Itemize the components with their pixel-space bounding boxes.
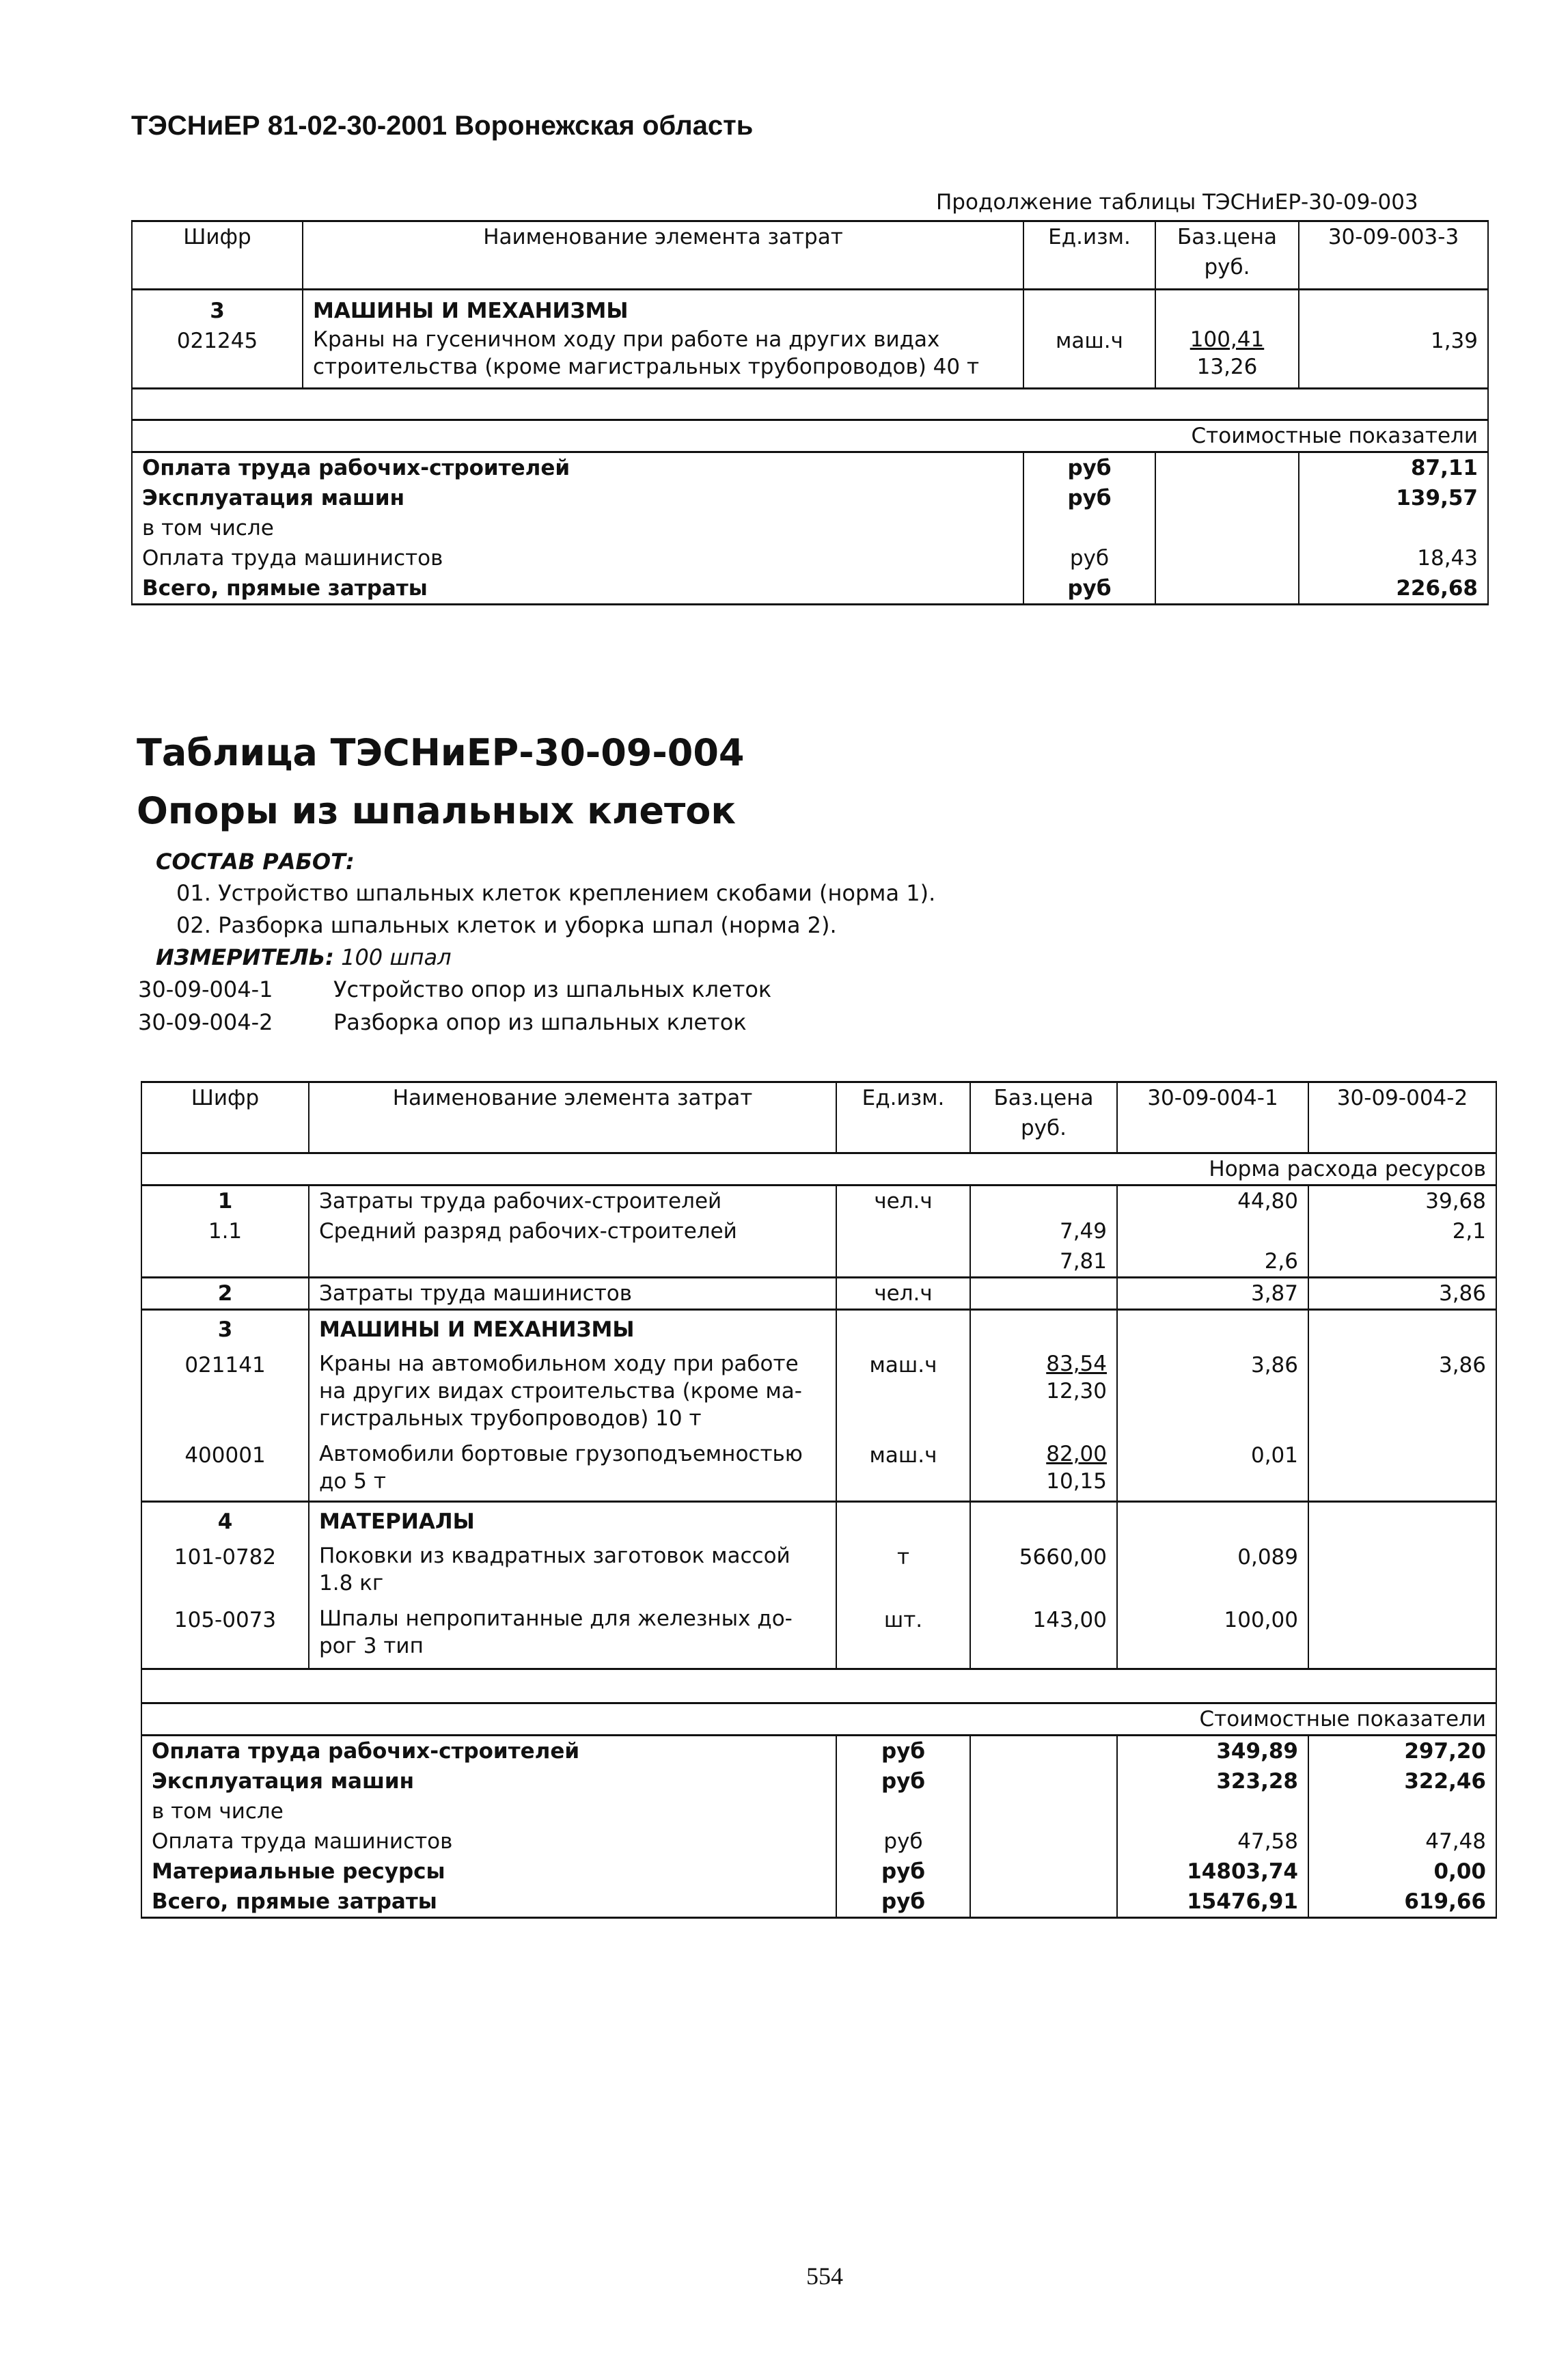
row-unit: шт. xyxy=(836,1605,970,1669)
table-row xyxy=(141,1537,1496,1605)
row-name: Затраты труда машинистов xyxy=(309,1278,836,1310)
section-number: 3 xyxy=(141,1310,309,1345)
row-price: 83,54 12,30 xyxy=(970,1345,1117,1440)
table-row xyxy=(141,1796,1496,1826)
table2-norm-header-row xyxy=(141,1153,1496,1186)
cost-v1: 349,89 xyxy=(1117,1736,1308,1767)
table2-cost-header-row xyxy=(141,1703,1496,1736)
row-price: 7,81 xyxy=(970,1246,1117,1278)
resource-price: 100,41 13,26 xyxy=(1155,326,1299,389)
cost-value xyxy=(1299,513,1488,543)
cost-value: 87,11 xyxy=(1299,452,1488,484)
table1-cost-header-row xyxy=(132,420,1488,452)
cost-v2: 297,20 xyxy=(1308,1736,1496,1767)
row-unit: маш.ч xyxy=(836,1440,970,1502)
row-price: 82,00 10,15 xyxy=(970,1440,1117,1502)
document-header: ТЭСНиЕР 81-02-30-2001 Воронежская область xyxy=(131,111,754,141)
cost-v1: 14803,74 xyxy=(1117,1857,1308,1887)
cost-label: Материальные ресурсы xyxy=(141,1857,836,1887)
cost-unit: руб xyxy=(836,1887,970,1918)
row-code: 1.1 xyxy=(141,1216,309,1246)
table-row xyxy=(141,1345,1496,1440)
col-unit-header: Ед.изм. xyxy=(1023,221,1155,290)
cost-v2: 619,66 xyxy=(1308,1887,1496,1918)
cost-value: 226,68 xyxy=(1299,573,1488,605)
row-v1: 3,86 xyxy=(1117,1345,1308,1440)
table-row xyxy=(141,1440,1496,1502)
works-label: СОСТАВ РАБОТ: xyxy=(156,849,355,875)
table-row xyxy=(141,1186,1496,1217)
row-v1: 2,6 xyxy=(1117,1246,1308,1278)
row-name: Шпалы непропитанные для железных до- рог 3 тип xyxy=(309,1605,836,1669)
row-code: 101-0782 xyxy=(141,1537,309,1605)
cost-unit: руб xyxy=(1023,573,1155,605)
row-v1: 44,80 xyxy=(1117,1186,1308,1217)
row-name: Затраты труда рабочих-строителей xyxy=(309,1186,836,1217)
cost-label: Оплата труда машинистов xyxy=(141,1826,836,1857)
row-code: 400001 xyxy=(141,1440,309,1502)
resource-unit: маш.ч xyxy=(1023,326,1155,389)
cost-unit: руб xyxy=(836,1766,970,1796)
col-unit-header: Ед.изм. xyxy=(836,1082,970,1153)
table-row xyxy=(132,483,1488,513)
cost-unit: руб xyxy=(1023,543,1155,573)
section-title: МАШИНЫ И МЕХАНИЗМЫ xyxy=(303,290,1023,327)
table-row xyxy=(132,452,1488,484)
table-row xyxy=(141,1766,1496,1796)
row-v2: 3,86 xyxy=(1308,1278,1496,1310)
norm-text: Устройство опор из шпальных клеток xyxy=(333,976,772,1002)
resource-value: 1,39 xyxy=(1299,326,1488,389)
row-price: 5660,00 xyxy=(970,1537,1117,1605)
cost-v1: 323,28 xyxy=(1117,1766,1308,1796)
col-norm1-header: 30-09-004-1 xyxy=(1117,1082,1308,1153)
table-row xyxy=(141,1826,1496,1857)
row-unit: т xyxy=(836,1537,970,1605)
table1-continuation-caption: Продолжение таблицы ТЭСНиЕР-30-09-003 xyxy=(936,190,1418,215)
table-row xyxy=(141,1887,1496,1918)
cost-v2: 47,48 xyxy=(1308,1826,1496,1857)
row-code: 021141 xyxy=(141,1345,309,1440)
table-row xyxy=(132,326,1488,389)
row-v1: 3,87 xyxy=(1117,1278,1308,1310)
row-name: Автомобили бортовые грузоподъемностью до 5 т xyxy=(309,1440,836,1502)
section-number: 3 xyxy=(132,290,303,327)
table1 xyxy=(131,220,1489,605)
page-number: 554 xyxy=(806,2262,843,2290)
cost-label: Всего, прямые затраты xyxy=(141,1887,836,1918)
col-name-header: Наименование элемента затрат xyxy=(309,1082,836,1153)
col-price-header: Баз.цена руб. xyxy=(1155,221,1299,290)
section-title: МАШИНЫ И МЕХАНИЗМЫ xyxy=(309,1310,836,1345)
table-row xyxy=(141,1736,1496,1767)
row-name: Средний разряд рабочих-строителей xyxy=(309,1216,836,1246)
table-row xyxy=(132,543,1488,573)
norm-text: Разборка опор из шпальных клеток xyxy=(333,1009,747,1035)
cost-label: Оплата труда машинистов xyxy=(132,543,1023,573)
row-unit: маш.ч xyxy=(836,1345,970,1440)
table-row xyxy=(141,1310,1496,1345)
norm-header: Норма расхода ресурсов xyxy=(141,1153,1496,1186)
resource-name: Краны на гусеничном ходу при работе на других видах строительства (кроме магистральных трубопроводов) 40 т xyxy=(303,326,1023,389)
table-row xyxy=(141,1278,1496,1310)
cost-header: Стоимостные показатели xyxy=(132,420,1488,452)
row-v1: 0,089 xyxy=(1117,1537,1308,1605)
table1-header-row xyxy=(132,221,1488,290)
cost-v1: 47,58 xyxy=(1117,1826,1308,1857)
table-row xyxy=(132,513,1488,543)
table-subtitle: Опоры из шпальных клеток xyxy=(137,789,737,832)
col-code-header: Шифр xyxy=(132,221,303,290)
table-title: Таблица ТЭСНиЕР-30-09-004 xyxy=(137,731,745,774)
cost-label: Эксплуатация машин xyxy=(132,483,1023,513)
cost-unit: руб xyxy=(836,1736,970,1767)
cost-v2 xyxy=(1308,1796,1496,1826)
row-code: 1 xyxy=(141,1186,309,1217)
row-unit: чел.ч xyxy=(836,1186,970,1217)
col-code-header: Шифр xyxy=(141,1082,309,1153)
cost-unit xyxy=(836,1796,970,1826)
cost-label: Оплата труда рабочих-строителей xyxy=(141,1736,836,1767)
row-unit: чел.ч xyxy=(836,1278,970,1310)
col-price-header: Баз.цена руб. xyxy=(970,1082,1117,1153)
norm-code: 30-09-004-2 xyxy=(138,1009,273,1035)
row-price: 143,00 xyxy=(970,1605,1117,1669)
cost-label: в том числе xyxy=(141,1796,836,1826)
row-v2: 3,86 xyxy=(1308,1345,1496,1440)
cost-unit: руб xyxy=(836,1857,970,1887)
table-row xyxy=(141,1605,1496,1669)
norm-code: 30-09-004-1 xyxy=(138,976,273,1002)
cost-value: 18,43 xyxy=(1299,543,1488,573)
col-norm1-header: 30-09-003-3 xyxy=(1299,221,1488,290)
row-v1: 100,00 xyxy=(1117,1605,1308,1669)
row-name: Краны на автомобильном ходу при работе на других видах строительства (кроме ма- гистральных трубопроводов) 10 т xyxy=(309,1345,836,1440)
table-row xyxy=(141,1246,1496,1278)
row-v2: 39,68 xyxy=(1308,1186,1496,1217)
cost-label: Эксплуатация машин xyxy=(141,1766,836,1796)
table1-section-row xyxy=(132,290,1488,327)
section-number: 4 xyxy=(141,1502,309,1537)
cost-unit: руб xyxy=(1023,452,1155,484)
row-name: Поковки из квадратных заготовок массой 1.8 кг xyxy=(309,1537,836,1605)
col-name-header: Наименование элемента затрат xyxy=(303,221,1023,290)
table1-spacer-row xyxy=(132,389,1488,420)
table-row xyxy=(132,573,1488,605)
cost-value: 139,57 xyxy=(1299,483,1488,513)
table-row xyxy=(141,1502,1496,1537)
cost-header: Стоимостные показатели xyxy=(141,1703,1496,1736)
row-v2: 2,1 xyxy=(1308,1216,1496,1246)
cost-label: Всего, прямые затраты xyxy=(132,573,1023,605)
table-row xyxy=(141,1857,1496,1887)
cost-unit: руб xyxy=(1023,483,1155,513)
section-title: МАТЕРИАЛЫ xyxy=(309,1502,836,1537)
cost-label: Оплата труда рабочих-строителей xyxy=(132,452,1023,484)
cost-v1 xyxy=(1117,1796,1308,1826)
cost-v2: 0,00 xyxy=(1308,1857,1496,1887)
table2 xyxy=(141,1081,1497,1919)
work-item: 02. Разборка шпальных клеток и уборка шпал (норма 2). xyxy=(176,912,837,938)
cost-unit xyxy=(1023,513,1155,543)
table2-header-row xyxy=(141,1082,1496,1153)
cost-unit: руб xyxy=(836,1826,970,1857)
row-v1: 0,01 xyxy=(1117,1440,1308,1502)
table2-spacer-row xyxy=(141,1669,1496,1703)
row-code: 105-0073 xyxy=(141,1605,309,1669)
cost-label: в том числе xyxy=(132,513,1023,543)
row-code: 2 xyxy=(141,1278,309,1310)
table-row xyxy=(141,1216,1496,1246)
work-item: 01. Устройство шпальных клеток креплением скобами (норма 1). xyxy=(176,880,936,906)
resource-code: 021245 xyxy=(132,326,303,389)
row-price: 7,49 xyxy=(970,1216,1117,1246)
cost-v2: 322,46 xyxy=(1308,1766,1496,1796)
cost-v1: 15476,91 xyxy=(1117,1887,1308,1918)
meter: ИЗМЕРИТЕЛЬ: 100 шпал xyxy=(156,944,452,970)
col-norm2-header: 30-09-004-2 xyxy=(1308,1082,1496,1153)
